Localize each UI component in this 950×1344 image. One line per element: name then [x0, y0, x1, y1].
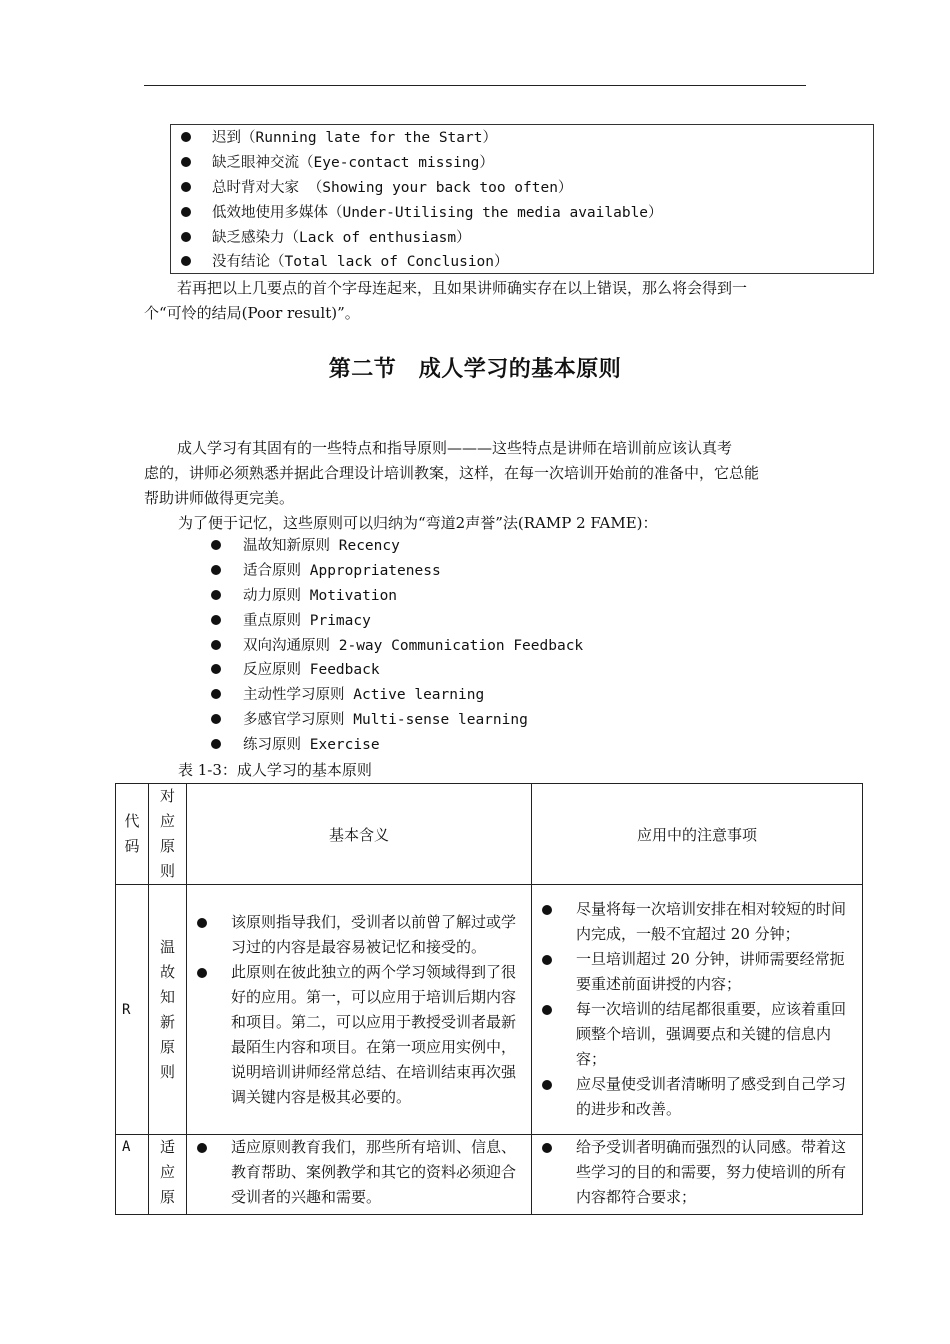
bullet-icon: [542, 1143, 552, 1153]
row-meaning: [187, 885, 532, 1135]
intro-paragraph: 若再把以上几要点的首个字母连起来，且如果讲师确实存在以上错误，那么将会得到一 个“可怜的结局(Poor result)”。: [144, 279, 748, 322]
row-notes: [532, 1135, 863, 1215]
bullet-icon: [211, 590, 221, 600]
list-item: 适应原则教育我们，那些所有培训、信息、教育帮助、案例教学和其它的资料必须迎合受训者的兴趣和需要。: [197, 1135, 525, 1210]
bullet-icon: [181, 232, 191, 242]
bullet-icon: [197, 1143, 207, 1153]
section-title: 第二节 成人学习的基本原则: [328, 357, 622, 382]
mistake-item: 缺乏感染力（Lack of enthusiasm）: [181, 226, 471, 250]
list-item: 应尽量使受训者清晰明了感受到自己学习的进步和改善。: [542, 1072, 856, 1122]
list-item: 尽量将每一次培训安排在相对较短的时间内完成，一般不宜超过 20 分钟；: [542, 897, 856, 947]
table-header-row: [116, 784, 863, 885]
bullet-icon: [542, 1080, 552, 1090]
bullet-icon: [211, 615, 221, 625]
list-item: 此原则在彼此独立的两个学习领域得到了很好的应用。第一，可以应用于培训后期内容和项目。第二，可以应用于教授受训者最新最陌生内容和项目。在第一项应用实例中，说明培训讲师经常总结、在培训结束再次强调关键内容是极其必要的。: [197, 960, 525, 1110]
principle-item: 适合原则 Appropriateness: [211, 559, 583, 584]
bullet-icon: [211, 565, 221, 575]
principle-item: 反应原则 Feedback: [211, 658, 583, 683]
bullet-icon: [211, 689, 221, 699]
mistakes-box: [170, 124, 874, 274]
bullet-icon: [542, 955, 552, 965]
mnemonic-paragraph: 为了便于记忆，这些原则可以归纳为“弯道2声誉”法(RAMP 2 FAME)：: [178, 514, 658, 532]
table-caption: 表 1-3：成人学习的基本原则: [178, 761, 372, 779]
header-meaning: 基本含义: [187, 784, 532, 885]
header-code: 代 码: [116, 784, 149, 885]
principle-item: 主动性学习原则 Active learning: [211, 683, 583, 708]
mistake-item: 迟到（Running late for the Start）: [181, 126, 497, 150]
principle-item: 重点原则 Primacy: [211, 609, 583, 634]
bullet-icon: [197, 968, 207, 978]
principle-item: 双向沟通原则 2-way Communication Feedback: [211, 634, 583, 659]
principle-item: 练习原则 Exercise: [211, 733, 583, 758]
bullet-icon: [181, 207, 191, 217]
bullet-icon: [197, 918, 207, 928]
bullet-icon: [181, 256, 191, 266]
mistake-item: 没有结论（Total lack of Conclusion）: [181, 250, 509, 274]
row-notes: [532, 885, 863, 1135]
row-principle: 温 故 知 新 原 则: [149, 885, 187, 1135]
bullet-icon: [181, 182, 191, 192]
bullet-icon: [181, 132, 191, 142]
principles-list: [211, 534, 583, 758]
list-item: 给予受训者明确而强烈的认同感。带着这些学习的目的和需要，努力使培训的所有内容都符合要求；: [542, 1135, 856, 1210]
bullet-icon: [211, 664, 221, 674]
table-row: [116, 885, 863, 1135]
list-item: 该原则指导我们，受训者以前曾了解过或学习过的内容是最容易被记忆和接受的。: [197, 910, 525, 960]
bullet-icon: [542, 1005, 552, 1015]
mistake-item: 总时背对大家 （Showing your back too often）: [181, 176, 572, 200]
principles-table: [115, 783, 863, 1215]
principle-item: 温故知新原则 Recency: [211, 534, 583, 559]
bullet-icon: [211, 714, 221, 724]
body-paragraph: 成人学习有其固有的一些特点和指导原则———这些特点是讲师在培训前应该认真考 虑的，讲师必须熟悉并据此合理设计培训教案，这样，在每一次培训开始前的准备中，它总能 帮助讲师做得更完美。: [144, 439, 760, 507]
row-code: R: [116, 885, 149, 1135]
principle-item: 多感官学习原则 Multi-sense learning: [211, 708, 583, 733]
table-row: [116, 1135, 863, 1215]
bullet-icon: [211, 739, 221, 749]
mistake-item: 缺乏眼神交流（Eye-contact missing）: [181, 151, 494, 175]
header-rule: [144, 85, 806, 86]
header-principle: 对 应 原 则: [149, 784, 187, 885]
principle-item: 动力原则 Motivation: [211, 584, 583, 609]
header-notes: 应用中的注意事项: [532, 784, 863, 885]
list-item: 一旦培训超过 20 分钟，讲师需要经常扼要重述前面讲授的内容；: [542, 947, 856, 997]
bullet-icon: [181, 157, 191, 167]
row-principle: 适 应 原: [149, 1135, 187, 1215]
list-item: 每一次培训的结尾都很重要，应该着重回顾整个培训，强调要点和关键的信息内容；: [542, 997, 856, 1072]
bullet-icon: [211, 640, 221, 650]
row-meaning: [187, 1135, 532, 1215]
bullet-icon: [542, 905, 552, 915]
mistake-item: 低效地使用多媒体（Under-Utilising the media available）: [181, 201, 663, 225]
row-code: A: [116, 1135, 149, 1215]
bullet-icon: [211, 540, 221, 550]
